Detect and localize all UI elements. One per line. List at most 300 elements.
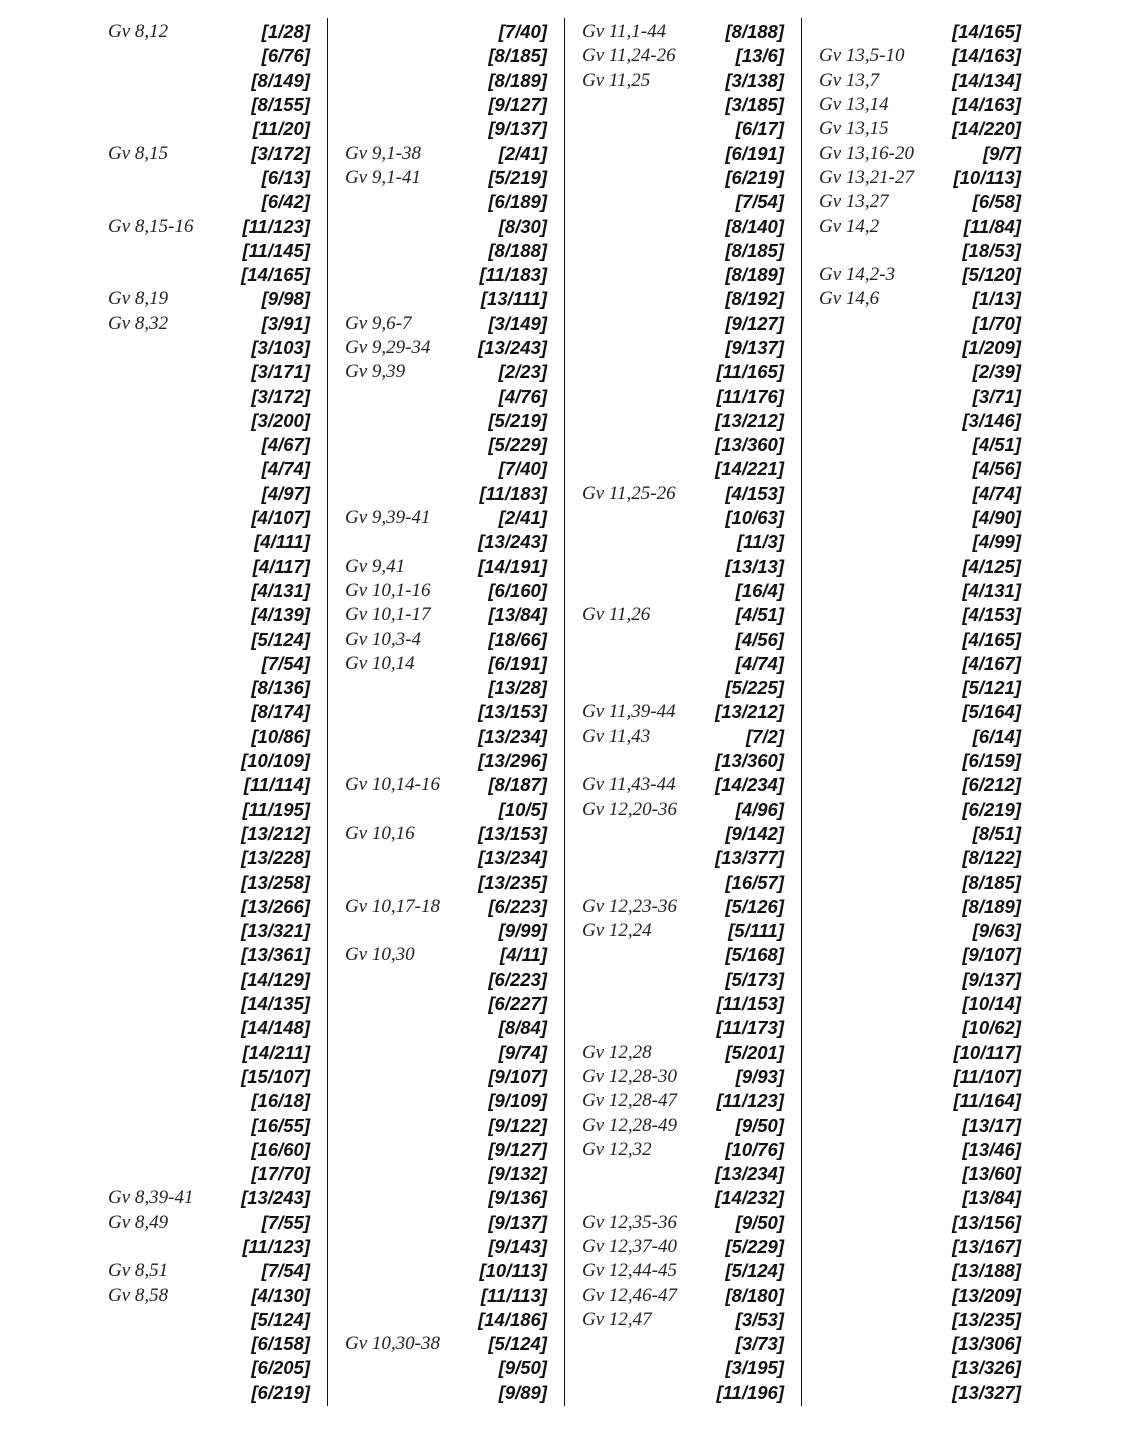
page-reference: [8/140] (725, 215, 784, 237)
index-entry (819, 603, 1021, 627)
page-reference: [13/13] (725, 555, 784, 577)
index-entry (582, 700, 784, 724)
page-reference: [13/258] (241, 871, 310, 893)
column-divider (801, 18, 802, 1406)
index-entry (345, 1065, 547, 1089)
page-reference: [14/163] (952, 94, 1021, 116)
page-reference: [6/76] (261, 45, 310, 67)
page-reference: [4/131] (962, 579, 1021, 601)
index-entry (819, 870, 1021, 894)
page-reference: [6/160] (488, 579, 547, 601)
page-reference: [3/195] (725, 1357, 784, 1379)
index-entry (345, 336, 547, 360)
index-entry (819, 336, 1021, 360)
index-entry (108, 1162, 310, 1186)
index-column-1 (108, 20, 310, 1405)
page-reference: [13/84] (962, 1187, 1021, 1209)
index-entry (108, 166, 310, 190)
page-reference: [3/149] (488, 312, 547, 334)
page-reference: [9/50] (498, 1357, 547, 1379)
page-reference: [6/42] (261, 191, 310, 213)
verse-reference: Gv 12,44-45 (582, 1260, 677, 1282)
index-entry (819, 1016, 1021, 1040)
page-reference: [13/234] (478, 725, 547, 747)
verse-reference: Gv 13,15 (819, 118, 889, 140)
verse-reference: Gv 11,39-44 (582, 701, 676, 723)
index-entry (582, 1356, 784, 1380)
page-reference: [6/212] (962, 774, 1021, 796)
page-reference: [9/63] (972, 920, 1021, 942)
index-entry (819, 360, 1021, 384)
verse-reference: Gv 10,14-16 (345, 774, 440, 796)
index-entry (819, 1211, 1021, 1235)
page-reference: [8/189] (488, 69, 547, 91)
page-reference: [14/220] (952, 118, 1021, 140)
index-entry (345, 652, 547, 676)
index-entry (345, 579, 547, 603)
page-reference: [5/164] (962, 701, 1021, 723)
index-entry (819, 968, 1021, 992)
index-entry (819, 482, 1021, 506)
page-reference: [10/14] (962, 993, 1021, 1015)
index-entry (345, 1332, 547, 1356)
index-entry (108, 652, 310, 676)
index-entry (582, 555, 784, 579)
verse-reference: Gv 8,49 (108, 1211, 169, 1233)
page-reference: [9/132] (488, 1163, 547, 1185)
page-reference: [6/219] (251, 1381, 310, 1403)
page-reference: [14/148] (241, 1017, 310, 1039)
page-reference: [3/138] (725, 69, 784, 91)
verse-reference: Gv 11,25 (582, 69, 651, 91)
page-reference: [4/76] (498, 385, 547, 407)
page-reference: [13/156] (952, 1211, 1021, 1233)
verse-reference: Gv 8,58 (108, 1284, 169, 1306)
verse-reference: Gv 12,28-30 (582, 1065, 677, 1087)
page-reference: [5/121] (962, 677, 1021, 699)
index-entry (108, 409, 310, 433)
page-reference: [11/84] (963, 215, 1021, 237)
index-entry (819, 895, 1021, 919)
index-entry (819, 749, 1021, 773)
index-entry (108, 1113, 310, 1137)
index-entry (582, 287, 784, 311)
page-reference: [13/209] (952, 1284, 1021, 1306)
page-reference: [1/13] (972, 288, 1021, 310)
page-reference: [5/126] (725, 895, 784, 917)
page-reference: [11/113] (480, 1284, 547, 1306)
verse-reference: Gv 12,46-47 (582, 1284, 677, 1306)
verse-reference: Gv 11,1-44 (582, 21, 667, 43)
page-reference: [6/159] (962, 750, 1021, 772)
verse-reference: Gv 13,27 (819, 191, 889, 213)
index-entry (345, 312, 547, 336)
index-entry (819, 846, 1021, 870)
page-reference: [3/71] (972, 385, 1021, 407)
index-entry (108, 555, 310, 579)
index-entry (345, 166, 547, 190)
page-reference: [7/40] (498, 21, 547, 43)
index-entry (108, 1332, 310, 1356)
page-reference: [6/191] (725, 142, 784, 164)
page-reference: [3/91] (261, 312, 310, 334)
index-entry (819, 93, 1021, 117)
index-entry (582, 263, 784, 287)
page-reference: [13/235] (952, 1308, 1021, 1330)
page-reference: [4/56] (735, 628, 784, 650)
page-reference: [9/109] (488, 1090, 547, 1112)
page-reference: [8/188] (725, 21, 784, 43)
index-entry (108, 263, 310, 287)
page-reference: [13/46] (962, 1138, 1021, 1160)
index-entry (582, 1235, 784, 1259)
index-entry (819, 141, 1021, 165)
index-entry (819, 1065, 1021, 1089)
index-entry (108, 822, 310, 846)
page-reference: [5/124] (251, 1308, 310, 1330)
index-entry (108, 749, 310, 773)
index-entry (108, 1089, 310, 1113)
index-entry (345, 530, 547, 554)
page-reference: [5/201] (725, 1041, 784, 1063)
page-reference: [10/109] (241, 750, 310, 772)
index-entry (582, 798, 784, 822)
index-entry (582, 409, 784, 433)
page-reference: [16/60] (251, 1138, 310, 1160)
page-reference: [4/139] (251, 604, 310, 626)
index-entry (108, 1283, 310, 1307)
index-entry (819, 433, 1021, 457)
index-entry (819, 1283, 1021, 1307)
index-entry (345, 870, 547, 894)
page-reference: [5/219] (488, 409, 547, 431)
index-entry (345, 1381, 547, 1405)
page-reference: [3/146] (962, 409, 1021, 431)
page-reference: [8/136] (251, 677, 310, 699)
index-entry (108, 700, 310, 724)
page-reference: [11/123] (716, 1090, 784, 1112)
index-entry (108, 141, 310, 165)
index-entry (108, 1016, 310, 1040)
page-reference: [5/225] (725, 677, 784, 699)
index-entry (819, 312, 1021, 336)
index-entry (582, 1211, 784, 1235)
page-reference: [4/74] (261, 458, 310, 480)
index-entry (108, 506, 310, 530)
index-entry (582, 1016, 784, 1040)
verse-reference: Gv 10,30-38 (345, 1333, 440, 1355)
page-reference: [14/234] (715, 774, 784, 796)
index-entry (345, 1186, 547, 1210)
page-reference: [1/28] (261, 21, 310, 43)
verse-reference: Gv 11,24-26 (582, 45, 676, 67)
index-entry (582, 1138, 784, 1162)
page-reference: [8/51] (972, 822, 1021, 844)
index-entry (108, 360, 310, 384)
page-reference: [14/165] (241, 264, 310, 286)
page-reference: [17/70] (251, 1163, 310, 1185)
index-entry (819, 239, 1021, 263)
page-reference: [11/176] (716, 385, 784, 407)
page-reference: [8/30] (498, 215, 547, 237)
index-entry (582, 69, 784, 93)
page-reference: [9/122] (488, 1114, 547, 1136)
index-entry (345, 93, 547, 117)
index-entry (345, 1040, 547, 1064)
page-reference: [13/377] (715, 847, 784, 869)
page-reference: [7/40] (498, 458, 547, 480)
page-reference: [11/145] (242, 239, 310, 261)
index-entry (108, 457, 310, 481)
index-entry (345, 117, 547, 141)
page-reference: [7/55] (261, 1211, 310, 1233)
page-reference: [13/17] (962, 1114, 1021, 1136)
page-reference: [5/219] (488, 166, 547, 188)
index-entry (108, 992, 310, 1016)
verse-reference: Gv 13,16-20 (819, 142, 914, 164)
index-entry (819, 555, 1021, 579)
index-entry (345, 1138, 547, 1162)
index-entry (345, 603, 547, 627)
page-reference: [11/107] (953, 1065, 1021, 1087)
page-reference: [9/127] (725, 312, 784, 334)
index-entry (345, 627, 547, 651)
page-reference: [14/232] (715, 1187, 784, 1209)
index-entry (582, 336, 784, 360)
page-reference: [2/39] (972, 361, 1021, 383)
index-entry (582, 44, 784, 68)
page-reference: [15/107] (241, 1065, 310, 1087)
index-entry (582, 1259, 784, 1283)
page-reference: [13/153] (478, 822, 547, 844)
page-reference: [9/127] (488, 1138, 547, 1160)
page-reference: [4/153] (725, 482, 784, 504)
index-entry (582, 482, 784, 506)
page-reference: [8/185] (962, 871, 1021, 893)
index-entry (345, 700, 547, 724)
index-entry (819, 1235, 1021, 1259)
index-entry (582, 579, 784, 603)
page-reference: [6/219] (725, 166, 784, 188)
index-entry (582, 725, 784, 749)
page-reference: [13/326] (952, 1357, 1021, 1379)
page-reference: [5/111] (728, 920, 784, 942)
index-entry (108, 190, 310, 214)
index-entry (345, 360, 547, 384)
index-entry (108, 603, 310, 627)
page-reference: [13/188] (952, 1260, 1021, 1282)
page-reference: [13/321] (241, 920, 310, 942)
index-entry (582, 166, 784, 190)
index-entry (819, 700, 1021, 724)
index-entry (345, 725, 547, 749)
index-entry (819, 725, 1021, 749)
index-entry (819, 1162, 1021, 1186)
verse-reference: Gv 11,43-44 (582, 774, 676, 796)
index-entry (345, 943, 547, 967)
index-entry (108, 530, 310, 554)
index-entry (108, 725, 310, 749)
page-reference: [3/73] (735, 1333, 784, 1355)
index-entry (582, 1162, 784, 1186)
page-reference: [11/20] (252, 118, 310, 140)
index-entry (582, 968, 784, 992)
index-entry (345, 992, 547, 1016)
index-entry (582, 676, 784, 700)
page-reference: [10/62] (962, 1017, 1021, 1039)
index-entry (819, 1259, 1021, 1283)
page-reference: [16/57] (725, 871, 784, 893)
verse-reference: Gv 13,7 (819, 69, 880, 91)
index-entry (582, 603, 784, 627)
page-reference: [10/76] (725, 1138, 784, 1160)
page-reference: [13/212] (715, 701, 784, 723)
page-reference: [3/53] (735, 1308, 784, 1330)
page-reference: [4/130] (251, 1284, 310, 1306)
index-entry (819, 166, 1021, 190)
index-entry (819, 1113, 1021, 1137)
page-reference: [14/129] (241, 968, 310, 990)
index-entry (108, 312, 310, 336)
page-reference: [4/117] (252, 555, 310, 577)
page-reference: [4/153] (962, 604, 1021, 626)
index-entry (345, 1356, 547, 1380)
verse-reference: Gv 13,5-10 (819, 45, 905, 67)
page-reference: [6/223] (488, 968, 547, 990)
index-entry (582, 749, 784, 773)
verse-reference: Gv 14,2 (819, 215, 880, 237)
verse-reference: Gv 8,39-41 (108, 1187, 194, 1209)
index-entry (582, 846, 784, 870)
verse-reference: Gv 14,6 (819, 288, 880, 310)
index-entry (345, 1016, 547, 1040)
verse-reference: Gv 9,39 (345, 361, 406, 383)
page-reference: [10/117] (953, 1041, 1021, 1063)
page-reference: [7/54] (735, 191, 784, 213)
index-entry (345, 20, 547, 44)
page-reference: [14/165] (952, 21, 1021, 43)
index-entry (345, 1259, 547, 1283)
index-entry (819, 943, 1021, 967)
page-reference: [16/4] (735, 579, 784, 601)
index-entry (345, 263, 547, 287)
verse-reference: Gv 12,47 (582, 1308, 652, 1330)
index-entry (582, 190, 784, 214)
index-entry (819, 1040, 1021, 1064)
page-reference: [13/28] (488, 677, 547, 699)
index-entry (108, 846, 310, 870)
verse-reference: Gv 10,14 (345, 652, 415, 674)
page-reference: [9/99] (498, 920, 547, 942)
page-reference: [4/97] (261, 482, 310, 504)
index-entry (819, 190, 1021, 214)
index-entry (108, 1235, 310, 1259)
index-entry (345, 919, 547, 943)
index-entry (108, 895, 310, 919)
index-entry (582, 652, 784, 676)
verse-reference: Gv 10,17-18 (345, 895, 440, 917)
verse-reference: Gv 12,20-36 (582, 798, 677, 820)
index-entry (108, 1065, 310, 1089)
index-entry (582, 1308, 784, 1332)
index-entry (582, 20, 784, 44)
page-reference: [9/50] (735, 1114, 784, 1136)
page-reference: [3/172] (251, 385, 310, 407)
page-reference: [13/167] (952, 1235, 1021, 1257)
page-reference: [13/60] (962, 1163, 1021, 1185)
page-reference: [4/131] (251, 579, 310, 601)
verse-reference: Gv 8,15 (108, 142, 169, 164)
page-reference: [11/3] (737, 531, 784, 553)
page-reference: [9/50] (735, 1211, 784, 1233)
verse-reference: Gv 10,1-16 (345, 579, 431, 601)
index-entry (345, 69, 547, 93)
page-reference: [9/137] (962, 968, 1021, 990)
page-reference: [8/192] (725, 288, 784, 310)
verse-reference: Gv 12,28-49 (582, 1114, 677, 1136)
index-entry (108, 1186, 310, 1210)
index-entry (108, 676, 310, 700)
index-entry (108, 968, 310, 992)
verse-reference: Gv 10,3-4 (345, 628, 421, 650)
index-entry (582, 943, 784, 967)
index-entry (582, 1283, 784, 1307)
index-entry (582, 1332, 784, 1356)
index-entry (345, 384, 547, 408)
index-entry (345, 433, 547, 457)
page-reference: [3/171] (251, 361, 310, 383)
index-entry (345, 1308, 547, 1332)
page-reference: [13/153] (478, 701, 547, 723)
verse-reference: Gv 9,41 (345, 555, 406, 577)
page-reference: [9/127] (488, 94, 547, 116)
index-entry (345, 968, 547, 992)
page-reference: [5/168] (725, 944, 784, 966)
page-reference: [16/18] (251, 1090, 310, 1112)
index-entry (582, 895, 784, 919)
index-entry (108, 93, 310, 117)
page-reference: [9/137] (725, 337, 784, 358)
page-reference: [9/7] (982, 142, 1021, 164)
page-reference: [8/188] (488, 239, 547, 261)
page-reference: [4/96] (735, 798, 784, 820)
page-reference: [14/191] (478, 555, 547, 577)
index-entry (819, 822, 1021, 846)
verse-reference: Gv 9,39-41 (345, 507, 431, 529)
index-entry (582, 1089, 784, 1113)
index-entry (582, 117, 784, 141)
page-reference: [13/212] (241, 822, 310, 844)
index-entry (108, 384, 310, 408)
page-reference: [9/89] (498, 1381, 547, 1403)
index-entry (108, 69, 310, 93)
column-divider (564, 18, 565, 1406)
index-entry (108, 287, 310, 311)
index-entry (108, 627, 310, 651)
verse-reference: Gv 9,29-34 (345, 337, 431, 358)
index-entry (108, 798, 310, 822)
index-entry (819, 457, 1021, 481)
page-reference: [14/186] (478, 1308, 547, 1330)
page-reference: [11/173] (716, 1017, 784, 1039)
page-reference: [8/189] (962, 895, 1021, 917)
page-reference: [6/227] (488, 993, 547, 1015)
verse-reference: Gv 10,16 (345, 822, 415, 844)
index-entry (108, 1138, 310, 1162)
index-entry (582, 870, 784, 894)
verse-reference: Gv 12,37-40 (582, 1235, 677, 1257)
verse-reference: Gv 12,28 (582, 1041, 652, 1063)
